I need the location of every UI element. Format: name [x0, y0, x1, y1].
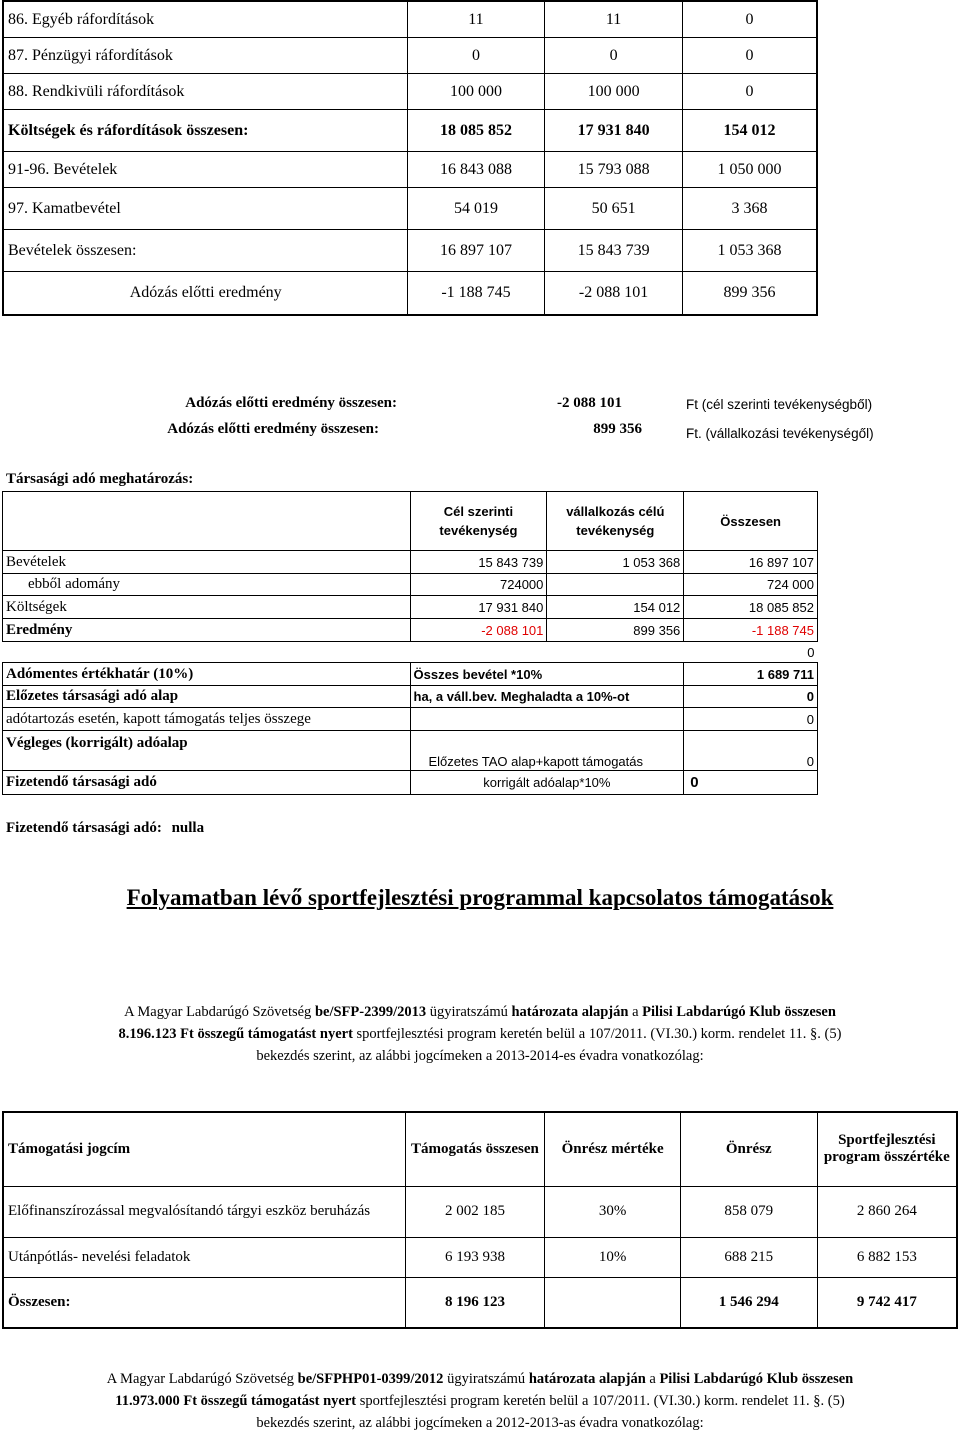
cell-value: 1 689 711 [684, 663, 818, 686]
text: sportfejlesztési program keretén belül a 107/2011. (VI.30.) korm. rendelet 11. §. (5) [352, 1026, 842, 1042]
table-row [3, 38, 817, 74]
text: összesen [798, 1371, 854, 1387]
table-row [3, 574, 818, 596]
cell-value: 100 000 [545, 74, 683, 110]
text: a [628, 1004, 643, 1020]
section-title: Folyamatban lévő sportfejlesztési programmal kapcsolatos támogatások [126, 885, 834, 910]
cell-value: 10% [545, 1237, 681, 1277]
cell-value: 0 [684, 731, 818, 771]
text: be/SFP-2399/2013 [314, 1004, 427, 1020]
cell-value: 154 012 [547, 596, 684, 619]
row-label: Végleges (korrigált) adóalap [3, 731, 411, 771]
text: Pilisi Labdarúgó Klub [659, 1371, 799, 1387]
column-header: Támogatási jogcím [3, 1112, 405, 1186]
table-row [3, 188, 817, 230]
cell-value [545, 1277, 681, 1328]
cell-value: 0 [684, 686, 818, 708]
cell-value: 0 [682, 1, 817, 38]
text: A Magyar Labdarúgó Szövetség [106, 1371, 298, 1387]
text: határozata alapján [511, 1004, 629, 1020]
cell-value: 688 215 [680, 1237, 817, 1277]
row-label: 87. Pénzügyi ráfordítások [3, 38, 407, 74]
summary-note: Ft (cél szerinti tevékenységből) [686, 397, 873, 412]
text: A Magyar Labdarúgó Szövetség [124, 1004, 315, 1020]
text: ügyiratszámú [426, 1004, 512, 1020]
summary-value: -2 088 101 [557, 395, 622, 411]
row-desc: Összes bevétel *10% [410, 663, 684, 686]
cell-value: 16 897 107 [407, 230, 545, 272]
text: be/SFPHP01-0399/2012 [297, 1371, 444, 1387]
paragraph-2013 [20, 1001, 940, 1067]
cell-value: -2 088 101 [410, 619, 547, 642]
cell-value [547, 574, 684, 596]
table-header-row [3, 492, 818, 551]
cell-value: 6 193 938 [405, 1237, 545, 1277]
fizetendo-line [6, 820, 204, 837]
table-row [3, 1186, 957, 1237]
cell-value: 17 931 840 [545, 110, 683, 152]
cell-value: 0 [682, 38, 817, 74]
cell-value: 1 053 368 [547, 551, 684, 574]
row-label: 91-96. Bevételek [3, 152, 407, 188]
cell-value: 2 860 264 [817, 1186, 957, 1237]
cell-value: 18 085 852 [407, 110, 545, 152]
cell-value: -1 188 745 [684, 619, 818, 642]
row-label: Bevételek [3, 551, 411, 574]
row-label: Költségek és ráfordítások összesen: [3, 110, 407, 152]
summary-note: Ft. (vállalkozási tevékenységől) [686, 426, 874, 441]
cell-value: 0 [684, 771, 818, 795]
table-row [3, 230, 817, 272]
row-desc: ha, a váll.bev. Meghaladta a 10%-ot [410, 686, 684, 708]
cell-value: -1 188 745 [407, 272, 545, 316]
table-row [3, 771, 818, 795]
tax-table [2, 491, 818, 795]
row-label: Eredmény [3, 619, 411, 642]
summary-value: 899 356 [593, 421, 642, 437]
row-label: 88. Rendkivüli ráfordítások [3, 74, 407, 110]
column-header: Összesen [684, 492, 818, 551]
text: összesen [780, 1004, 836, 1020]
cell-value: 858 079 [680, 1186, 817, 1237]
table-row [3, 663, 818, 686]
cell-value: 0 [684, 708, 818, 731]
table-row [3, 596, 818, 619]
cell-value: 54 019 [407, 188, 545, 230]
cell-value: 15 843 739 [545, 230, 683, 272]
column-header: Önrész [680, 1112, 817, 1186]
cell-value: 1 050 000 [682, 152, 817, 188]
row-desc: korrigált adóalap*10% [410, 771, 684, 795]
text: 8.196.123 Ft összegű támogatást nyert [118, 1026, 353, 1042]
table-header-row [3, 1112, 957, 1186]
text: a [645, 1371, 660, 1387]
text: 11.973.000 Ft összegű támogatást nyert [115, 1393, 357, 1409]
cell-value: 11 [407, 1, 545, 38]
cell-value: 50 651 [545, 188, 683, 230]
row-label: Adómentes értékhatár (10%) [3, 663, 411, 686]
table-row [3, 152, 817, 188]
cell-value: 15 793 088 [545, 152, 683, 188]
column-header: vállalkozás célú tevékenység [547, 492, 684, 551]
cell-value: 18 085 852 [684, 596, 818, 619]
cell-value: 0 [407, 38, 545, 74]
cell-value: 0 [545, 38, 683, 74]
cell-value: 9 742 417 [817, 1277, 957, 1328]
table-row [3, 110, 817, 152]
fizetendo-value: nulla [171, 820, 205, 836]
row-label: ebből adomány [3, 574, 411, 596]
cell-value: 15 843 739 [410, 551, 547, 574]
row-label: Utánpótlás- nevelési feladatok [3, 1237, 405, 1277]
table-total-row [3, 1277, 957, 1328]
cell-value: 6 882 153 [817, 1237, 957, 1277]
cell-value: 899 356 [682, 272, 817, 316]
table-row [3, 731, 818, 771]
cell-value: 724000 [410, 574, 547, 596]
cell-value: 3 368 [682, 188, 817, 230]
column-header: Támogatás összesen [405, 1112, 545, 1186]
cell-value: 30% [545, 1186, 681, 1237]
row-label: Előzetes társasági adó alap [3, 686, 411, 708]
cell-value: 16 897 107 [684, 551, 818, 574]
cell-value: 17 931 840 [410, 596, 547, 619]
row-label: 97. Kamatbevétel [3, 188, 407, 230]
table-row [3, 642, 818, 663]
cell-value: 11 [545, 1, 683, 38]
tax-title: Társasági adó meghatározás: [6, 471, 194, 487]
text: ügyiratszámú [443, 1371, 529, 1387]
text: bekezdés szerint, az alábbi jogcímeken a 2012-2013-as évadra vonatkozólag: [256, 1415, 704, 1431]
row-label: adótartozás esetén, kapott támogatás teljes összege [3, 708, 411, 731]
table-row [3, 272, 817, 316]
row-label: Előfinanszírozással megvalósítandó tárgyi eszköz beruházás [3, 1186, 405, 1237]
table-row [3, 1, 817, 38]
row-label: Költségek [3, 596, 411, 619]
cell-value: -2 088 101 [545, 272, 683, 316]
table-row [3, 74, 817, 110]
text: Pilisi Labdarúgó Klub [642, 1004, 781, 1020]
cell-value: 0 [807, 644, 815, 660]
cost-revenue-table [2, 0, 818, 316]
text: sportfejlesztési program keretén belül a 107/2011. (VI.30.) korm. rendelet 11. §. (5) [356, 1393, 845, 1409]
table-row [3, 708, 818, 731]
cell-value: 8 196 123 [405, 1277, 545, 1328]
row-label: Összesen: [3, 1277, 405, 1328]
summary-label: Adózás előtti eredmény összesen: [167, 421, 379, 437]
text: bekezdés szerint, az alábbi jogcímeken a 2013-2014-es évadra vonatkozólag: [256, 1048, 704, 1064]
support-table [2, 1111, 958, 1329]
text: határozata alapján [528, 1371, 646, 1387]
column-header: Sportfejlesztési program összértéke [817, 1112, 957, 1186]
summary-label: Adózás előtti eredmény összesen: [185, 395, 397, 411]
cell-value: 0 [682, 74, 817, 110]
cell-value: 1 546 294 [680, 1277, 817, 1328]
cell-value: 16 843 088 [407, 152, 545, 188]
column-header: Cél szerinti tevékenység [410, 492, 547, 551]
table-row [3, 619, 818, 642]
cell-value: 100 000 [407, 74, 545, 110]
row-label: Adózás előtti eredmény [3, 272, 407, 316]
cell-value: 724 000 [684, 574, 818, 596]
table-row [3, 551, 818, 574]
table-row [3, 1237, 957, 1277]
cell-value: 154 012 [682, 110, 817, 152]
cell-value: 899 356 [547, 619, 684, 642]
row-label: Fizetendő társasági adó [3, 771, 411, 795]
paragraph-2012 [20, 1368, 940, 1434]
column-header: Önrész mértéke [545, 1112, 681, 1186]
cell-value: 2 002 185 [405, 1186, 545, 1237]
row-label: Bevételek összesen: [3, 230, 407, 272]
fizetendo-label: Fizetendő társasági adó: [6, 820, 162, 836]
table-row [3, 686, 818, 708]
row-label: 86. Egyéb ráfordítások [3, 1, 407, 38]
cell-value: 1 053 368 [682, 230, 817, 272]
row-desc: Előzetes TAO alap+kapott támogatás [410, 731, 684, 771]
